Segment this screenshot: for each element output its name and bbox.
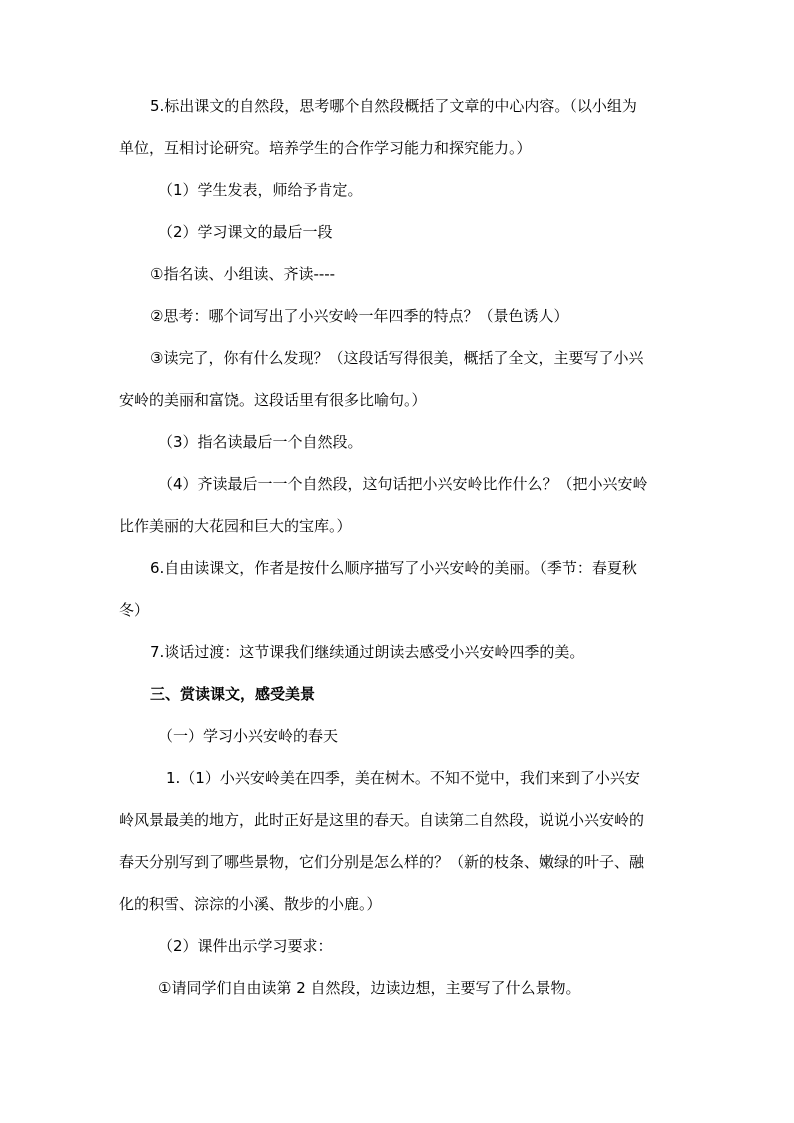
spring-paragraph-line-3: 春天分别写到了哪些景物，它们分别是怎么样的？（新的枝条、嫩绿的叶子、融 [119,853,645,871]
item-1-student-present: （1）学生发表，师给予肯定。 [158,181,363,199]
paragraph-5-line-2: 单位，互相讨论研究。培养学生的合作学习能力和探究能力。） [119,139,532,157]
courseware-requirements: （2）课件出示学习要求： [158,937,333,955]
spring-paragraph-line-1: 1.（1）小兴安岭美在四季，美在树木。不知不觉中，我们来到了小兴安 [166,769,640,787]
subsection-heading-spring: （一）学习小兴安岭的春天 [158,727,339,745]
step-2-thinking: ②思考：哪个词写出了小兴安岭一年四季的特点？（景色诱人） [150,307,569,325]
spring-paragraph-line-4: 化的积雪、淙淙的小溪、散步的小鹿。） [119,895,382,913]
step-3-discovery-line-1: ③读完了，你有什么发现？（这段话写得很美，概括了全文，主要写了小兴 [150,349,644,367]
section-heading-3: 三、赏读课文，感受美景 [150,685,316,703]
paragraph-5-line-1: 5.标出课文的自然段，思考哪个自然段概括了文章的中心内容。（以小组为 [150,97,637,115]
paragraph-6-line-2: 冬） [119,601,150,619]
item-2-last-paragraph: （2）学习课文的最后一段 [158,223,333,241]
item-3-read-last-paragraph: （3）指名读最后一个自然段。 [158,433,363,451]
spring-paragraph-line-2: 岭风景最美的地方，此时正好是这里的春天。自读第二自然段，说说小兴安岭的 [119,811,645,829]
paragraph-6-line-1: 6.自由读课文，作者是按什么顺序描写了小兴安岭的美丽。（季节：春夏秋 [150,559,637,577]
step-1-reading: ①指名读、小组读、齐读---- [150,265,336,283]
step-3-discovery-line-2: 安岭的美丽和富饶。这段话里有很多比喻句。） [119,391,427,409]
requirement-1-free-reading: ①请同学们自由读第 2 自然段，边读边想，主要写了什么景物。 [158,979,581,997]
paragraph-7-transition: 7.谈话过渡：这节课我们继续通过朗读去感受小兴安岭四季的美。 [150,643,585,661]
item-4-metaphor-line-1: （4）齐读最后一一个自然段，这句话把小兴安岭比作什么？（把小兴安岭 [158,475,648,493]
item-4-metaphor-line-2: 比作美丽的大花园和巨大的宝库。） [119,517,352,535]
